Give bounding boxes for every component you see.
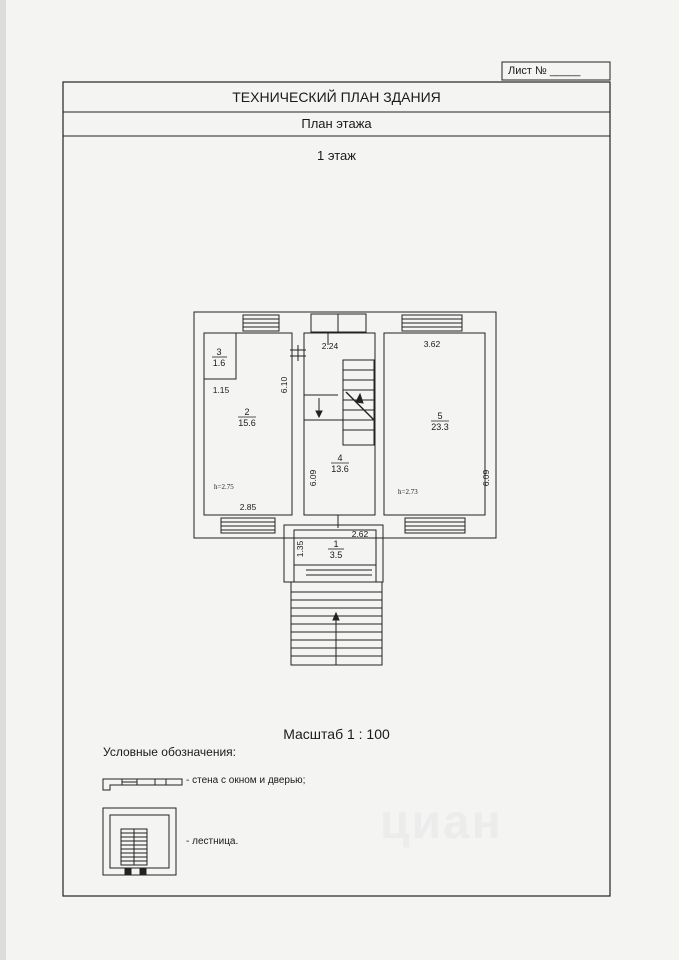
legend-stairs-label: - лестница.	[186, 836, 239, 847]
room-3-number: 3	[216, 347, 222, 357]
drawing-frame	[63, 82, 610, 896]
room-1-number: 1	[333, 539, 339, 549]
room-3-area: 1.6	[212, 358, 226, 368]
legend-stairs-symbol	[103, 808, 176, 875]
dim-6.10: 6.10	[279, 376, 289, 394]
dim-2.85: 2.85	[239, 502, 257, 512]
window-top-middle	[311, 314, 366, 332]
room-5-area: 23.3	[431, 422, 449, 432]
room-2-number: 2	[244, 407, 250, 417]
page-edge-shadow	[0, 0, 6, 960]
room-5-number: 5	[437, 411, 443, 421]
dim-2.62: 2.62	[351, 529, 369, 539]
scale-label: Масштаб 1 : 100	[283, 726, 390, 742]
legend-wall-label: - стена с окном и дверью;	[186, 775, 306, 786]
internal-stairs	[343, 360, 374, 445]
document-subtitle: План этажа	[301, 116, 372, 131]
watermark: циан	[380, 796, 503, 849]
room-4-number: 4	[337, 453, 343, 463]
legend-title: Условные обозначения:	[103, 745, 236, 759]
document-title: ТЕХНИЧЕСКИЙ ПЛАН ЗДАНИЯ	[232, 89, 441, 105]
dim-1.15: 1.15	[212, 385, 230, 395]
room-labels	[212, 347, 449, 560]
room-1-area: 3.5	[329, 550, 343, 560]
window-bottom-left	[221, 518, 275, 533]
room-2-area: 15.6	[238, 418, 256, 428]
height-room-5: h=2.73	[398, 488, 418, 496]
window-top-right	[402, 315, 462, 331]
dim-2.24: 2.24	[321, 341, 339, 351]
floor-plan	[194, 312, 496, 665]
stair-landing	[304, 395, 343, 420]
external-stairs	[291, 582, 382, 665]
room-4-area: 13.6	[331, 464, 349, 474]
legend-wall-symbol	[103, 779, 182, 790]
sheet-number: Лист № _____	[508, 65, 581, 77]
dim-6.09-right: 6.09	[481, 469, 491, 487]
dim-1.35: 1.35	[295, 540, 305, 558]
dim-6.09-left: 6.09	[308, 469, 318, 487]
entry-threshold	[294, 565, 376, 582]
floor-label: 1 этаж	[317, 148, 356, 163]
dim-3.62: 3.62	[423, 339, 441, 349]
height-room-2: h=2.75	[214, 483, 234, 491]
window-top-left	[243, 315, 279, 331]
window-bottom-right	[405, 518, 465, 533]
